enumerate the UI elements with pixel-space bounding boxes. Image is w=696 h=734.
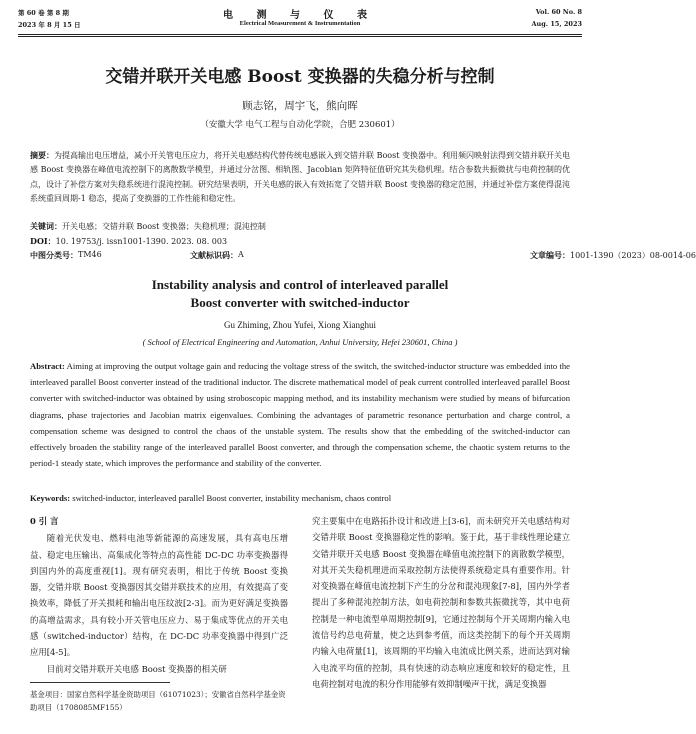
clc-value: TM46 [78,250,102,259]
doi [30,235,570,248]
affiliation-cn: （安徽大学 电气工程与自动化学院，合肥 230601） [200,120,400,130]
header-rule [18,34,582,35]
issue-date-en: Aug. 15, 2023 [531,20,582,28]
keywords-cn-text: 开关电感；交错并联 Boost 变换器；失稳机理；混沌控制 [62,222,266,231]
title-en-line-1: Instability analysis and control of interleaved parallel [151,277,449,292]
authors-en: Gu Zhiming, Zhou Yufei, Xiong Xianghui [224,320,376,330]
funding-label: 基金项目： [30,690,67,699]
abstract-en-text: Aiming at improving the output voltage gain and reducing the voltage stress of the switch, the switched-inductor structure was embedded into the interleaved parallel Boost converter instead of the traditional inductor. The discrete mathematical model of peak current controlled interleaved parallel Boost converter with switched-inductor was obtained by using stroboscopic mapping method, and its instability mechanism were studied by means of bifurcation diagrams, phase trajectories and Jacobian matrix eigenvalues. Combining the advantages of parametric resonance perturbation and charge control, a compensation scheme was designed to control the chaos of the unstable system. The results show that the embedding of the switched-inductor can effectively broaden the stability range of the interleaved parallel Boost converter, and through the compensation scheme, the chaotic system returns to the period-1 steady state, which improves the performance and stability of the converter. [30,361,570,469]
doc-code-field [190,250,244,261]
doi-text: 10. 19753/j. issn1001-1390. 2023. 08. 003 [55,237,228,246]
keywords-en-label: Keywords: [30,493,71,503]
running-header [18,6,582,36]
body-column-right [312,513,570,692]
title-en-line-2: Boost converter with switched-inductor [190,295,410,310]
abstract-cn [30,148,570,207]
intro-paragraph-1: 随着光伏发电、燃料电池等新能源的高速发展，具有高电压增益、稳定电压输出、高集成化等特点的高性能 DC-DC 功率变换器得到国内外的高度重视[1]。现有研究表明，相比于传统 Boost 变换器，交错并联 Boost 变换器因其交错并联技术的应用，有效提高了变换效率，降低了开关损耗和输出电压纹波[2-3]。而为更好满足变换器的高增益需求，具有较小开关管电压应力、易于集成等优点的开关电感（switched-inductor）结构，在 DC-DC 功率变换器中得到广泛应用[4-5]。 [30,533,288,658]
abstract-en-label: Abstract: [30,361,65,371]
article-number-label: 文章编号： [530,250,570,260]
keywords-en [30,493,570,503]
title-cn: 交错并联开关电感 Boost 变换器的失稳分析与控制 [105,67,495,87]
clc-field [30,250,102,261]
article-number-field [530,250,696,261]
issue-date: 2023 年 8 月 15 日 [18,21,81,29]
abstract-cn-label: 摘要： [30,150,55,160]
title-en [0,276,600,312]
body-column-left [30,513,288,677]
doi-label: DOI： [30,236,56,246]
classification-line [30,250,696,263]
journal-name-en: Electrical Measurement & Instrumentation [239,20,361,27]
funding-text: 国家自然科学基金资助项目（61071023）；安徽省自然科学基金资助项目（1708085MF155） [30,690,286,712]
intro-paragraph-2: 目前对交错并联开关电感 Boost 变换器的相关研 [46,663,227,674]
abstract-en [30,358,570,471]
keywords-en-text: switched-inductor, interleaved parallel Boost converter, instability mechanism, chaos control [70,493,392,503]
article-number-value: 1001-1390（2023）08-0014-06 [570,251,696,260]
intro-paragraph-3: 究主要集中在电路拓扑设计和改进上[3-6]，而未研究开关电感结构对交错并联 Boost 变换器稳定性的影响。鉴于此，基于非线性理论建立交错并联开关电感 Boost 变换器在峰值电流控制下的离散数学模型，对其开关失稳机理进而采取控制方法使得系统稳定具有重要作用。针对变换器在峰值电流控制下产生的分岔和混沌现象[7-8]，国内外学者提出了多种混沌控制方法，如电荷控制和参数共振微扰等，其中电荷控制是一种电流型单周期控制[9]，它通过控制每个开关周期内输入电流信号约总电荷量，使之达到参考值，而这类控制下的每个开关周期内输入电荷量[1]，该周期的平均输入电流成比例关系，进而达到对输入电流平均值的控制，具有快速的动态响应速度和较好的稳定性，且电荷控制对电流的积分作用能够有效抑制噪声干扰，满足变换器 [312,516,570,689]
affiliation-en: ( School of Electrical Engineering and Automation, Anhui University, Hefei 230601, China ) [142,337,458,347]
funding-footnote [30,688,288,714]
doc-code-value: A [238,250,244,259]
abstract-cn-text: 为提高输出电压增益，减小开关管电压应力，将开关电感结构代替传统电感嵌入到交错并联 Boost 变换器中。利用频闪映射法得到交错并联开关电感 Boost 变换器在峰值电流控制下的离散数学模型，并通过分岔图、相轨图、Jacobian 矩阵特征值研究其失稳机理。结合参数共振微扰与电荷控制的优点，设计了补偿方案对失稳系统进行混沌控制。研究结果表明，开关电感的嵌入有效拓宽了交错并联 Boost 变换器的稳定范围，并通过补偿方案使得混沌系统重回周期-1 稳态，提高了变换器的工作性能和稳定性。 [30,151,571,204]
header-rule-2 [18,36,582,37]
journal-name-cn: 电 测 与 仪 表 [223,10,377,21]
volume-issue: 第 60 卷 第 8 期 [18,9,69,17]
volume-issue-en: Vol. 60 No. 8 [535,8,582,16]
footnote-rule [30,682,170,683]
keywords-cn [30,220,570,233]
keywords-cn-label: 关键词： [30,221,62,231]
section-heading-intro: 0 引 言 [30,516,59,526]
doc-code-label: 文献标识码： [190,250,238,260]
authors-cn: 顾志铭，周宇飞，熊向晖 [242,100,358,112]
clc-label: 中图分类号： [30,250,78,260]
